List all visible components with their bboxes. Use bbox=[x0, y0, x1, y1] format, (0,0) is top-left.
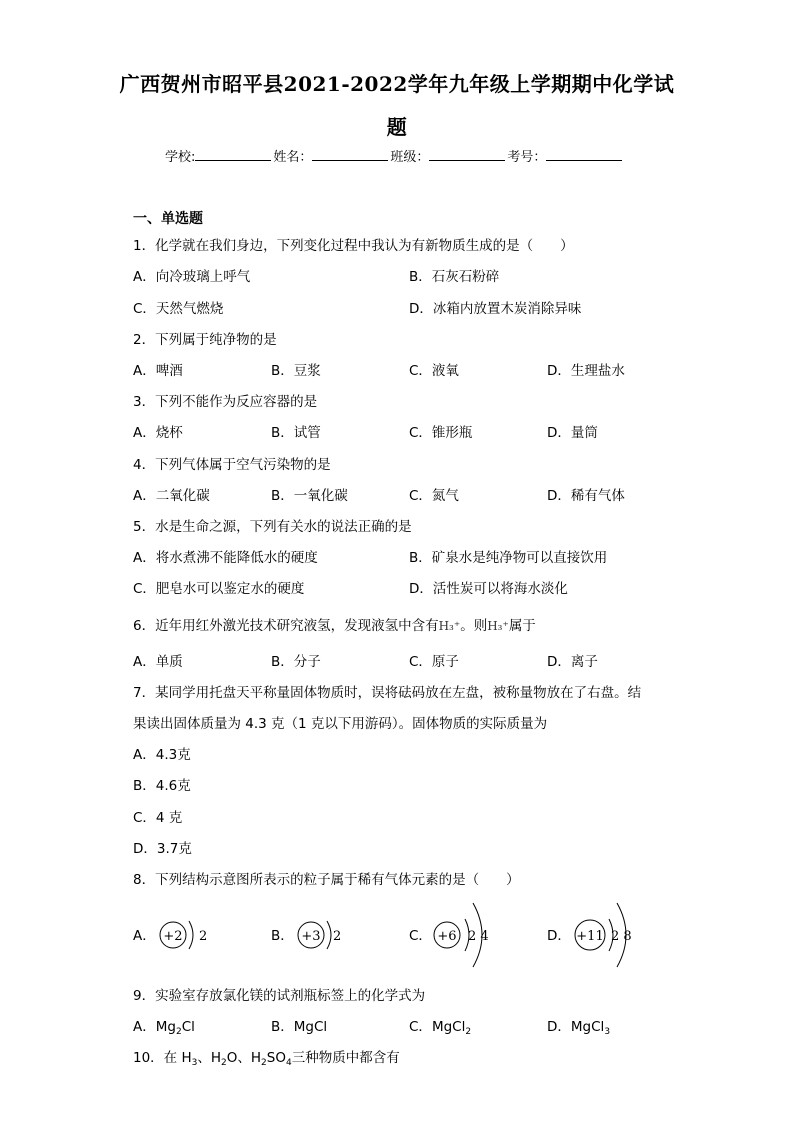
question-3-option-a: A．烧杯 bbox=[133, 425, 183, 441]
option-label: D． bbox=[547, 928, 571, 944]
question-3-option-d: D．量筒 bbox=[547, 425, 598, 441]
question-7-stem-line2: 果读出固体质量为 4.3 克（1 克以下用游码）。固体物质的实际质量为 bbox=[133, 716, 548, 732]
exam-title-line2: 题 bbox=[386, 115, 408, 139]
question-6-option-b: B．分子 bbox=[271, 654, 321, 670]
question-5-option-b: B．矿泉水是纯净物可以直接饮用 bbox=[409, 550, 608, 566]
option-label: A． bbox=[133, 1019, 156, 1035]
electron-shell bbox=[327, 921, 331, 949]
question-3-option-c: C．锥形瓶 bbox=[409, 425, 473, 441]
exam-no-label: 考号： bbox=[507, 150, 547, 165]
electron-count: 2 8 bbox=[611, 929, 632, 944]
question-6-option-a: A．单质 bbox=[133, 654, 183, 670]
nucleus-charge: +6 bbox=[437, 929, 457, 944]
stem-part: 三种物质中都含有 bbox=[291, 1050, 400, 1066]
question-7-option-a: A．4.3克 bbox=[133, 747, 191, 763]
question-8-option-c bbox=[409, 893, 539, 977]
exam-title-line1: 广西贺州市昭平县2021-2022学年九年级上学期期中化学试 bbox=[119, 72, 675, 96]
class-blank[interactable] bbox=[429, 148, 505, 161]
subscript: 4 bbox=[285, 1058, 292, 1068]
stem-part: 10．在 H bbox=[133, 1050, 192, 1066]
nucleus-charge: +3 bbox=[301, 929, 321, 944]
question-6-option-c: C．原子 bbox=[409, 654, 459, 670]
question-1-option-b: B．石灰石粉碎 bbox=[409, 269, 500, 285]
question-9-stem: 9．实验室存放氯化镁的试剂瓶标签上的化学式为 bbox=[133, 988, 426, 1004]
electron-count: 2 bbox=[199, 929, 208, 944]
formula-subscript: 2 bbox=[465, 1027, 472, 1037]
formula-subscript: 2 bbox=[175, 1027, 182, 1037]
option-label: B． bbox=[271, 1019, 294, 1035]
student-info-row bbox=[165, 146, 624, 165]
school-label: 学校: bbox=[165, 150, 196, 165]
h3-ion-formula: H₃⁺ bbox=[438, 619, 461, 633]
question-7-option-d: D．3.7克 bbox=[133, 841, 192, 857]
question-5-option-c: C．肥皂水可以鉴定水的硬度 bbox=[133, 581, 305, 597]
section-heading: 一、单选题 bbox=[133, 211, 203, 227]
stem-part: SO bbox=[266, 1050, 286, 1066]
question-2-option-a: A．啤酒 bbox=[133, 363, 183, 379]
question-7-option-b: B．4.6克 bbox=[133, 778, 191, 794]
question-8-option-b bbox=[271, 893, 391, 977]
option-label: B． bbox=[271, 928, 294, 944]
question-6-stem-part-a: 6．近年用红外激光技术研究液氢，发现液氢中含有 bbox=[133, 618, 439, 634]
question-7-stem: 7．某同学用托盘天平称量固体物质时，误将砝码放在左盘，被称量物放在了右盘。结 bbox=[133, 685, 642, 701]
h3-ion-formula-repeat: H₃⁺ bbox=[487, 619, 509, 633]
question-6-stem-part-c: 属于 bbox=[508, 618, 536, 634]
question-8-stem: 8．下列结构示意图所表示的粒子属于稀有气体元素的是（ ） bbox=[133, 872, 520, 888]
question-6-stem bbox=[133, 614, 536, 634]
question-4-stem: 4．下列气体属于空气污染物的是 bbox=[133, 457, 331, 473]
formula-tail: Cl bbox=[181, 1019, 195, 1035]
question-2-option-d: D．生理盐水 bbox=[547, 363, 625, 379]
formula-subscript: 3 bbox=[604, 1027, 611, 1037]
nucleus-charge: +2 bbox=[163, 929, 183, 944]
question-2-stem: 2．下列属于纯净物的是 bbox=[133, 332, 277, 348]
subscript: 2 bbox=[261, 1058, 267, 1068]
stem-part: O、H bbox=[226, 1050, 262, 1066]
question-5-stem: 5．水是生命之源，下列有关水的说法正确的是 bbox=[133, 519, 412, 535]
option-label: A． bbox=[133, 928, 156, 944]
question-9-option-c bbox=[409, 1015, 471, 1037]
question-9-option-d bbox=[547, 1015, 610, 1037]
option-label: D． bbox=[547, 1019, 571, 1035]
option-label: C． bbox=[409, 1019, 432, 1035]
question-9-option-b bbox=[271, 1015, 327, 1035]
question-1-option-d: D．冰箱内放置木炭消除异味 bbox=[409, 301, 582, 317]
formula-main: MgCl bbox=[431, 1019, 466, 1035]
formula-main: Mg bbox=[155, 1019, 176, 1035]
class-label: 班级： bbox=[390, 150, 430, 165]
question-5-option-d: D．活性炭可以将海水淡化 bbox=[409, 581, 568, 597]
question-1-option-a: A．向冷玻璃上呼气 bbox=[133, 269, 251, 285]
electron-count: 2 4 bbox=[468, 929, 489, 944]
question-9-option-a bbox=[133, 1015, 195, 1037]
subscript: 2 bbox=[221, 1058, 227, 1068]
exam-no-blank[interactable] bbox=[546, 148, 622, 161]
question-6-stem-part-b: 。则 bbox=[460, 618, 488, 634]
question-3-option-b: B．试管 bbox=[271, 425, 321, 441]
question-2-option-c: C．液氧 bbox=[409, 363, 459, 379]
question-2-option-b: B．豆浆 bbox=[271, 363, 321, 379]
question-4-option-a: A．二氧化碳 bbox=[133, 488, 210, 504]
formula-main: MgCl bbox=[570, 1019, 605, 1035]
question-8-option-a bbox=[133, 893, 253, 977]
name-blank[interactable] bbox=[312, 148, 388, 161]
name-label: 姓名： bbox=[273, 150, 313, 165]
question-4-option-c: C．氮气 bbox=[409, 488, 459, 504]
formula-main: MgCl bbox=[293, 1019, 328, 1035]
electron-shell bbox=[189, 921, 193, 949]
question-4-option-b: B．一氧化碳 bbox=[271, 488, 348, 504]
option-label: C． bbox=[409, 928, 432, 944]
question-3-stem: 3．下列不能作为反应容器的是 bbox=[133, 394, 318, 410]
subscript: 3 bbox=[191, 1058, 198, 1068]
question-6-option-d: D．离子 bbox=[547, 654, 598, 670]
question-1-option-c: C．天然气燃烧 bbox=[133, 301, 224, 317]
question-5-option-a: A．将水煮沸不能降低水的硬度 bbox=[133, 550, 318, 566]
stem-part: 、H bbox=[197, 1050, 222, 1066]
question-8-option-d bbox=[547, 893, 677, 977]
nucleus-charge: +11 bbox=[576, 929, 604, 944]
school-blank[interactable] bbox=[195, 148, 271, 161]
question-1-stem: 1．化学就在我们身边，下列变化过程中我认为有新物质生成的是（ ） bbox=[133, 238, 574, 254]
electron-count: 2 bbox=[333, 929, 342, 944]
question-7-option-c: C．4 克 bbox=[133, 810, 183, 826]
question-10-stem bbox=[133, 1046, 400, 1068]
question-4-option-d: D．稀有气体 bbox=[547, 488, 625, 504]
